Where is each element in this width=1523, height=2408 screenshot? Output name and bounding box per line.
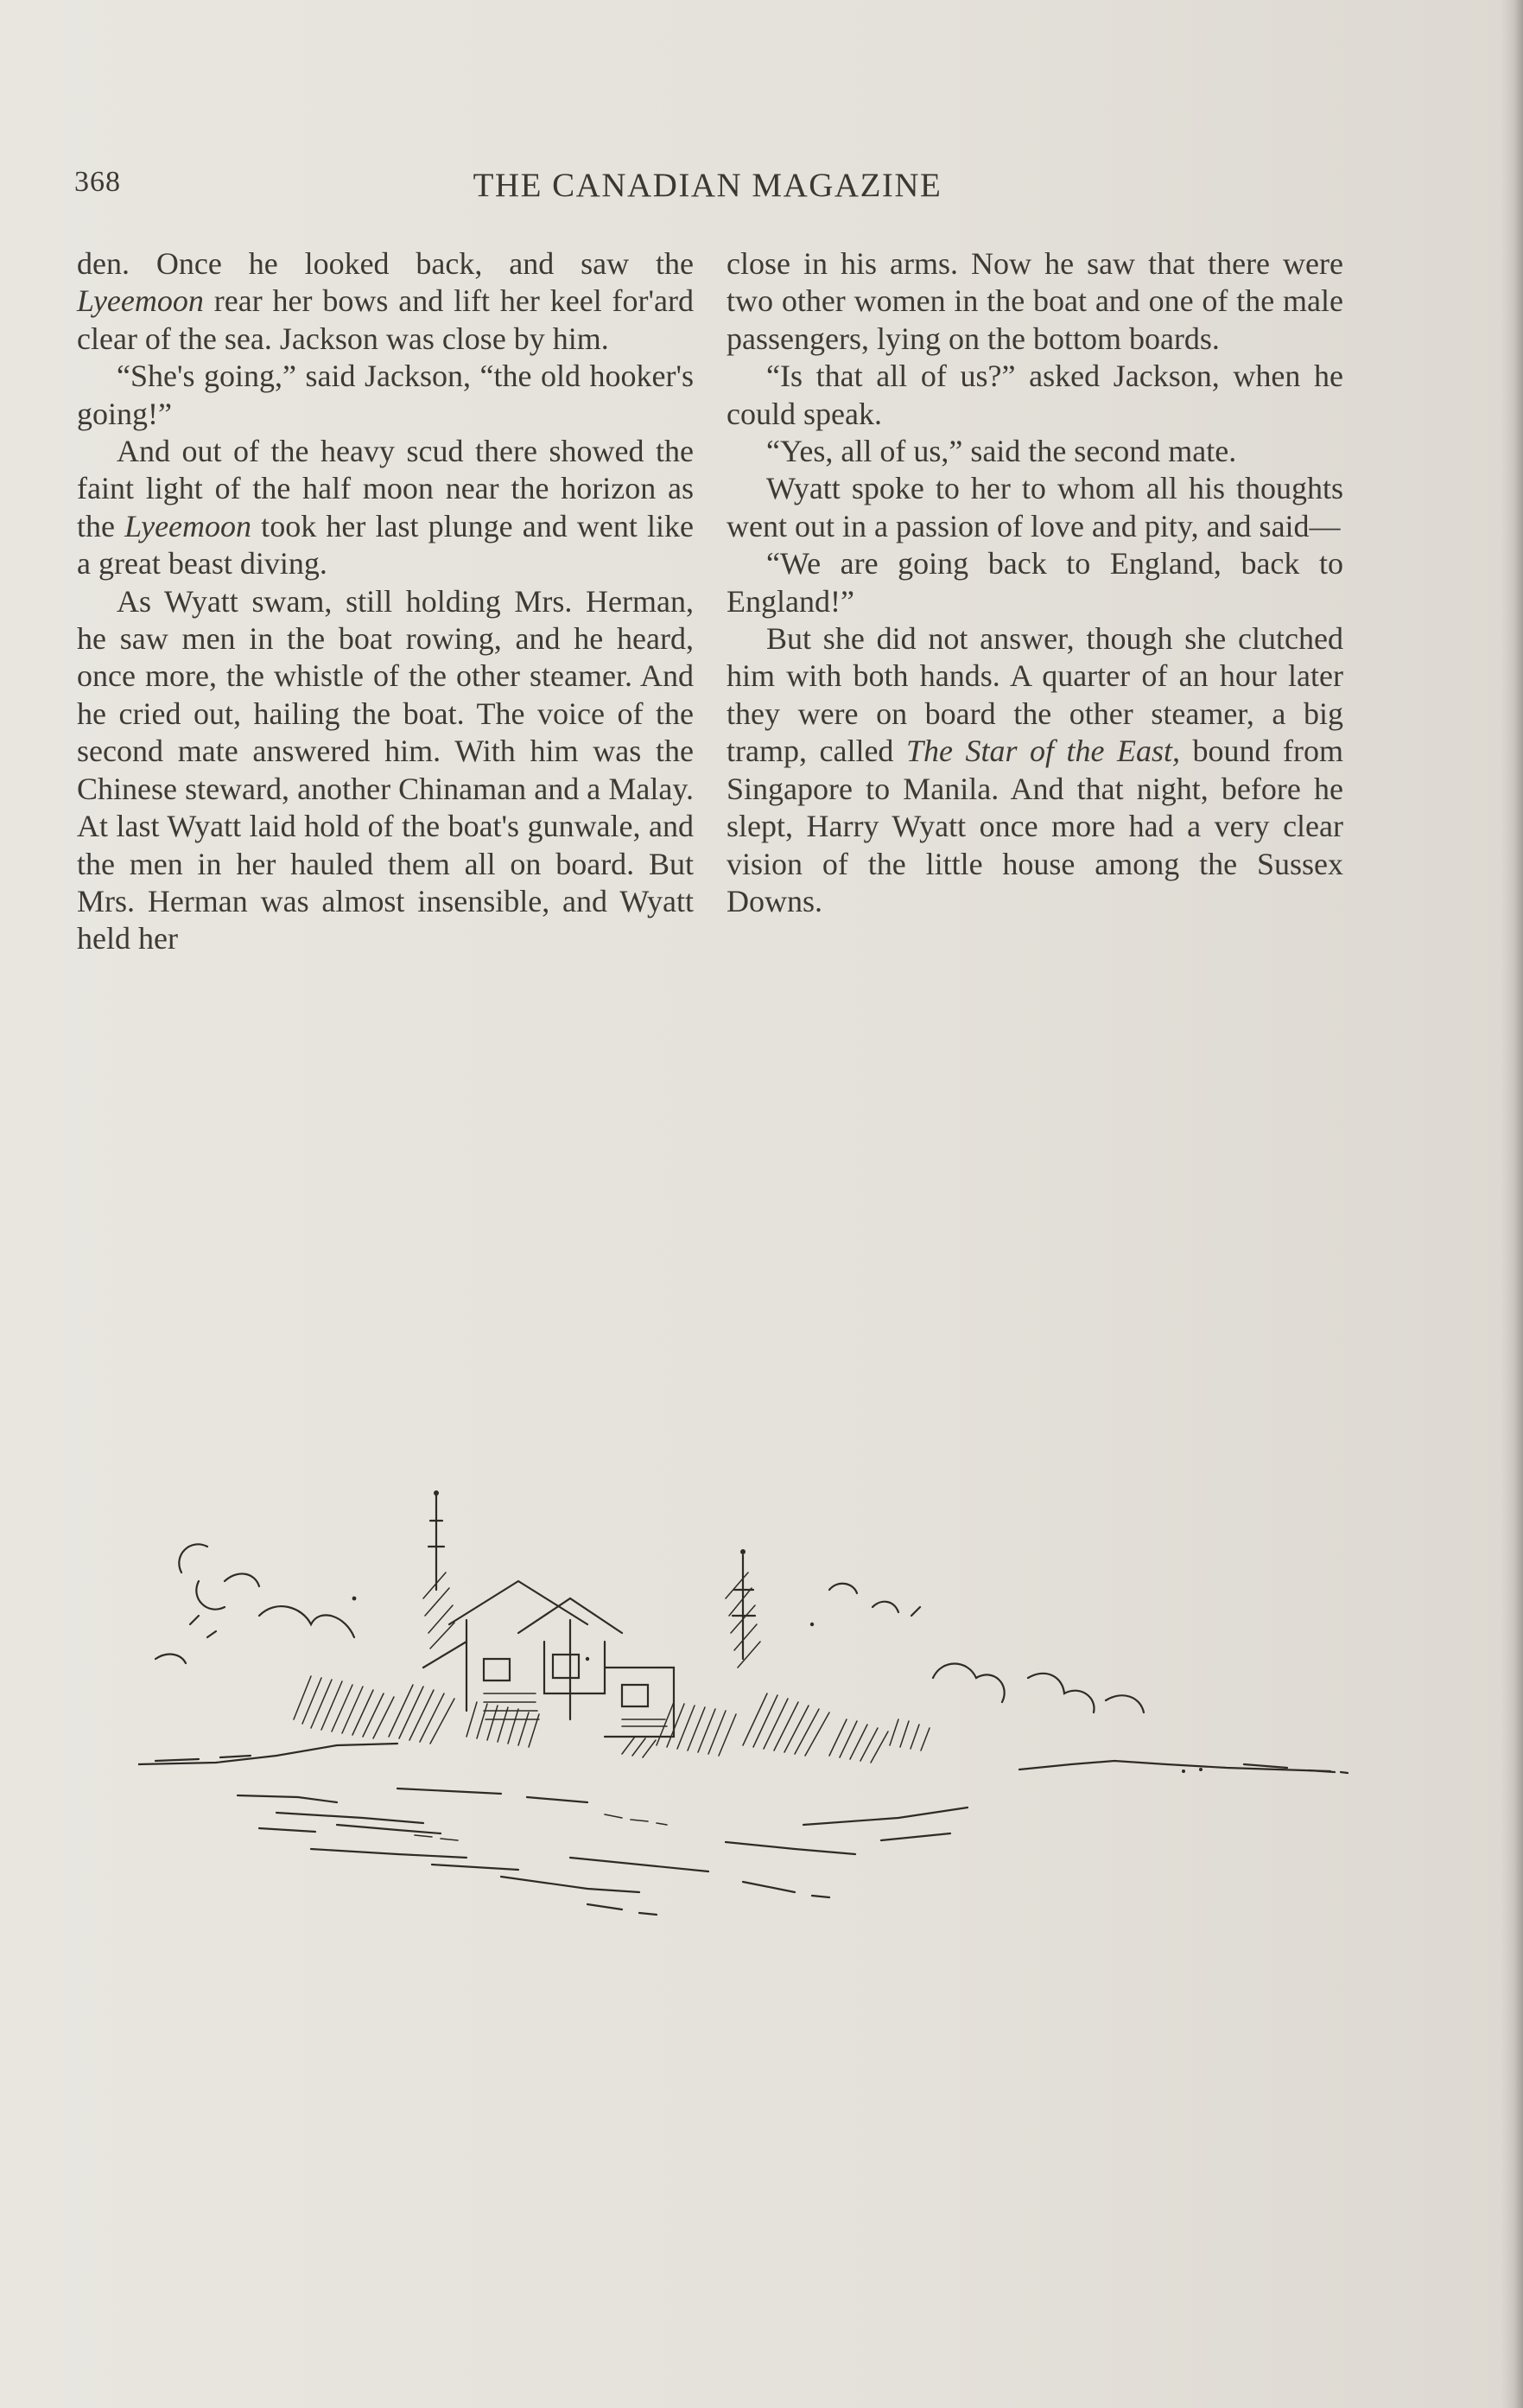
paragraph: As Wyatt swam, still holding Mrs. Herman, he saw men in the boat rowing, and he heard, once more, the whistle of the other steamer. And he cried out, hailing the boat. The voice of the second mate answered him. With him was the Chinese steward, another Chinaman and a Malay. At last Wyatt laid hold of the boat's gunwale, and the men in her hauled them all on board. But Mrs. Herman was almost insensible, and Wyatt held her — [77, 583, 694, 956]
ship-name: The Star of the East, — [905, 734, 1180, 769]
paragraph: “Yes, all of us,” said the second mate. — [766, 434, 1237, 469]
paragraph: “She's going,” said Jackson, “the old hooker's going!” — [77, 359, 694, 431]
paragraph: “Is that all of us?” asked Jackson, when he could speak. — [727, 359, 1343, 431]
page-number: 368 — [74, 166, 121, 198]
page-header — [74, 166, 1341, 218]
paragraph: But she did not answer, though she clutched him with both hands. A quarter of an hour later they were on board the other steamer, a big tramp, called The Star of the East, bound from Singapore to Manila. And that night, before he slept, Harry Wyatt once more had a very clear vision of the little house among the Sussex Downs. — [727, 621, 1343, 918]
paragraph: Wyatt spoke to her to whom all his thoughts went out in a passion of love and pity, and said— — [727, 471, 1343, 543]
cottage-vignette-illustration — [138, 1486, 1365, 1927]
paragraph: And out of the heavy scud there showed the faint light of the half moon near the horizon as the Lyeemoon took her last plunge and went like a great beast diving. — [77, 434, 694, 581]
paragraph: “We are going back to England, back to England!” — [727, 546, 1343, 619]
paragraph: close in his arms. Now he saw that there were two other women in the boat and one of the male passengers, lying on the bottom boards. — [727, 246, 1343, 356]
right-column — [727, 245, 1343, 920]
page-edge-shadow — [1501, 0, 1523, 2408]
left-column — [77, 245, 694, 958]
ship-name: Lyeemoon — [77, 283, 204, 319]
running-head: THE CANADIAN MAGAZINE — [473, 167, 942, 204]
paragraph: den. Once he looked back, and saw the Lyeemoon rear her bows and lift her keel for'ard clear of the sea. Jackson was close by him. — [77, 246, 694, 356]
ship-name: Lyeemoon — [124, 508, 252, 543]
